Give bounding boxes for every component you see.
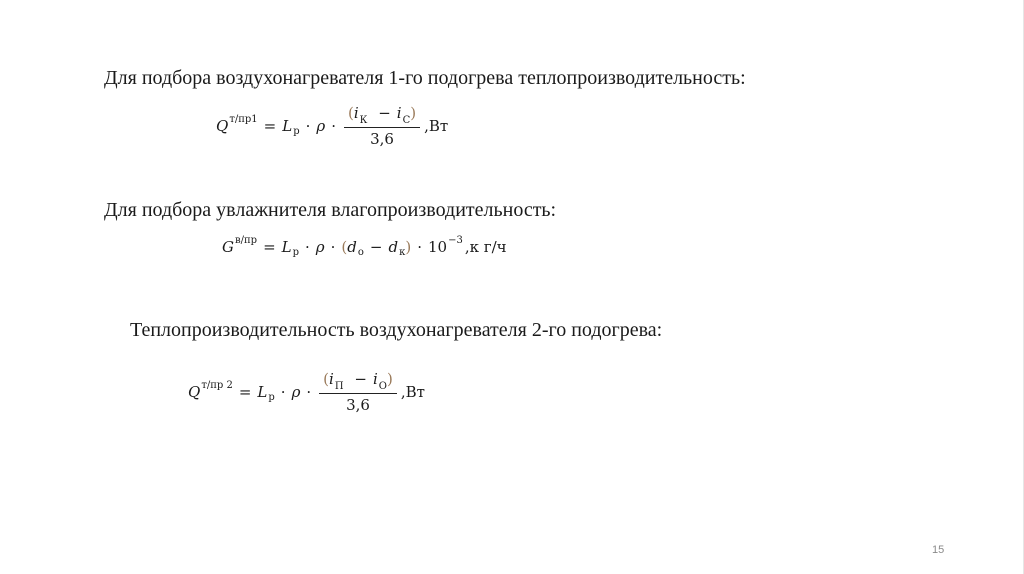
power-base: 10 [427, 238, 448, 256]
dot-operator: · [280, 383, 286, 401]
var-i: i [329, 370, 334, 388]
subscript: П [334, 381, 344, 392]
heading-heater-1: Для подбора воздухонагревателя 1-го подогрева теплопроизводительность: [104, 67, 746, 89]
dot-operator: · [331, 117, 336, 135]
var-q: Q [188, 383, 201, 401]
var-i: i [353, 104, 359, 122]
paren-close: ) [386, 370, 393, 388]
subscript: о [357, 246, 364, 258]
heading-heater-2: Теплопроизводительность воздухонагревателя 2-го подогрева: [130, 319, 663, 341]
dot-operator: · [417, 238, 422, 256]
subscript: О [378, 381, 387, 392]
var-l: L [282, 117, 293, 135]
subscript: р [293, 125, 300, 137]
formula-heat-output-1 [216, 104, 448, 148]
fraction [344, 104, 420, 148]
var-q: Q [216, 117, 229, 135]
dot-operator: · [305, 238, 310, 256]
minus-sign: − [369, 238, 383, 256]
var-i: i [372, 370, 378, 388]
unit: ,к г/ч [464, 238, 507, 256]
equals-sign: = [238, 383, 252, 401]
var-rho: ρ [316, 117, 326, 135]
minus-sign: − [378, 104, 391, 122]
subscript: р [292, 246, 300, 258]
subscript: р [268, 391, 275, 403]
page-number: 15 [932, 544, 945, 556]
denominator: 3,6 [346, 396, 370, 414]
numerator [319, 370, 397, 394]
paren-open: ( [348, 104, 354, 122]
var-rho: ρ [291, 383, 301, 401]
numerator [344, 104, 420, 128]
superscript: в/пр [234, 234, 258, 246]
fraction [319, 370, 397, 414]
subscript: К [359, 115, 368, 126]
paren-open: ( [323, 370, 330, 388]
denominator: 3,6 [370, 130, 394, 148]
dot-operator: · [330, 238, 336, 256]
exponent: −3 [448, 234, 463, 246]
superscript: т/пр 2 [201, 379, 233, 391]
equals-sign: = [263, 117, 277, 135]
paren-close: ) [405, 238, 412, 256]
equals-sign: = [263, 238, 276, 256]
minus-sign: − [354, 370, 367, 388]
var-d: d [347, 238, 357, 256]
formula-moisture-output [222, 234, 507, 258]
dot-operator: · [306, 383, 312, 401]
paren-close: ) [410, 104, 417, 122]
dot-operator: · [305, 117, 311, 135]
unit: ,Вт [424, 117, 449, 135]
paren-open: ( [341, 238, 348, 256]
superscript: т/пр1 [229, 113, 258, 125]
unit: ,Вт [400, 383, 425, 401]
var-rho: ρ [315, 238, 325, 256]
var-i: i [396, 104, 402, 122]
var-d: d [388, 238, 399, 256]
heading-humidifier: Для подбора увлажнителя влагопроизводительность: [104, 199, 557, 221]
var-l: L [257, 383, 268, 401]
var-g: G [222, 238, 234, 256]
subscript: С [402, 115, 411, 126]
formula-heat-output-2 [188, 370, 425, 414]
subscript: к [399, 246, 406, 258]
var-l: L [281, 238, 292, 256]
